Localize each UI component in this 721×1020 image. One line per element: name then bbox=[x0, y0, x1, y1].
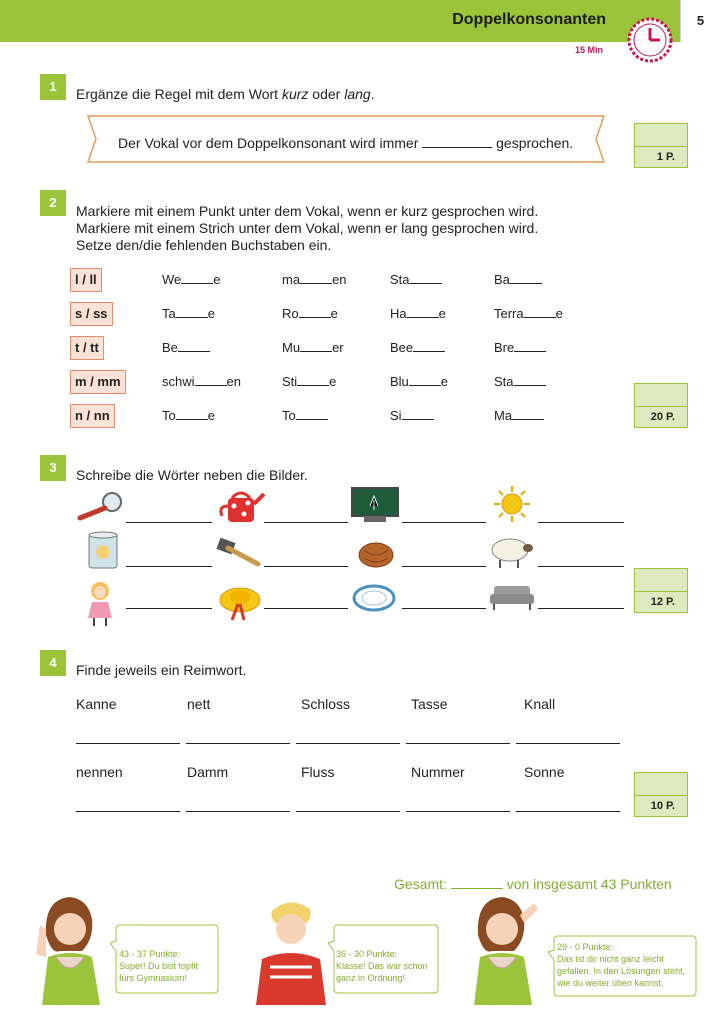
score-box-2 bbox=[634, 383, 688, 428]
word-fragment: We bbox=[162, 272, 182, 287]
feedback-middle bbox=[336, 948, 434, 984]
watering-can-icon bbox=[216, 486, 266, 526]
rhyme-word: Schloss bbox=[301, 696, 351, 712]
word-fragment: e bbox=[213, 272, 221, 287]
plate-icon bbox=[352, 584, 396, 612]
answer-line[interactable] bbox=[516, 811, 620, 812]
answer-line[interactable] bbox=[296, 811, 400, 812]
feedback-range: 36 - 30 Punkte: bbox=[336, 949, 398, 959]
letter-blank[interactable] bbox=[514, 341, 546, 352]
word-fragment: Sta bbox=[390, 272, 410, 287]
answer-line[interactable] bbox=[76, 743, 180, 744]
answer-line[interactable] bbox=[538, 566, 624, 567]
letter-blank[interactable] bbox=[297, 375, 329, 386]
gap-word bbox=[162, 306, 215, 321]
rule-sentence bbox=[118, 135, 573, 151]
word-fragment: Sta bbox=[494, 374, 514, 389]
nut-icon bbox=[356, 540, 396, 570]
feedback-range: 43 - 37 Punkte: bbox=[119, 949, 181, 959]
gap-word bbox=[390, 306, 446, 321]
instr-line: Markiere mit einem Punkt unter dem Vokal, wenn er kurz gesprochen wird. bbox=[76, 203, 539, 219]
points-label: 20 P. bbox=[650, 411, 675, 423]
feedback-text: Das ist dir nicht ganz leicht gefallen. In den Lösungen steht, wie du weiter üben kannst. bbox=[557, 954, 686, 988]
feedback-text: Super! Du bist topfit fürs Gymnasium! bbox=[119, 961, 199, 983]
answer-line[interactable] bbox=[516, 743, 620, 744]
letter-blank[interactable] bbox=[512, 409, 544, 420]
word-fragment: e bbox=[440, 374, 449, 389]
score-box-1 bbox=[634, 123, 688, 168]
instr-lang: lang bbox=[344, 86, 371, 102]
word-fragment: e bbox=[330, 306, 338, 321]
instr-text: oder bbox=[308, 86, 345, 102]
sun-icon bbox=[492, 484, 532, 524]
gap-word bbox=[162, 340, 210, 355]
answer-line[interactable] bbox=[402, 608, 486, 609]
word-fragment: e bbox=[329, 374, 337, 389]
points-label: 12 P. bbox=[650, 596, 675, 608]
instr-line: Setze den/die fehlenden Buchstaben ein. bbox=[76, 237, 332, 253]
task-number-1: 1 bbox=[40, 74, 66, 100]
gap-word bbox=[494, 374, 546, 389]
word-fragment: Ro bbox=[282, 306, 299, 321]
rhyme-word: Fluss bbox=[301, 764, 335, 780]
score-entry[interactable] bbox=[635, 384, 687, 407]
rhyme-word: Knall bbox=[524, 696, 556, 712]
letter-blank[interactable] bbox=[402, 409, 434, 420]
sheep-icon bbox=[488, 534, 534, 570]
rhyme-word: Nummer bbox=[411, 764, 465, 780]
instr-line: Markiere mit einem Strich unter dem Vokal, wenn er lang gesprochen wird. bbox=[76, 220, 539, 236]
sofa-icon bbox=[488, 582, 536, 612]
consonant-tag: s / ss bbox=[70, 302, 113, 326]
letter-blank[interactable] bbox=[514, 375, 546, 386]
gap-word bbox=[162, 408, 215, 423]
gap-word bbox=[390, 374, 448, 389]
word-fragment: To bbox=[162, 408, 176, 423]
gap-word bbox=[494, 340, 546, 355]
consonant-tag: t / tt bbox=[70, 336, 104, 360]
word-fragment: e bbox=[438, 306, 446, 321]
answer-line[interactable] bbox=[402, 522, 486, 523]
total-label: Gesamt: bbox=[394, 876, 447, 892]
feedback-top bbox=[119, 948, 213, 984]
letter-blank[interactable] bbox=[178, 341, 210, 352]
feedback-text: Klasse! Das war schon ganz in Ordnung! bbox=[336, 961, 428, 983]
consonant-tag: n / nn bbox=[70, 404, 115, 428]
word-fragment: Ba bbox=[494, 272, 510, 287]
word-fragment: Be bbox=[162, 340, 178, 355]
task4-instruction: Finde jeweils ein Reimwort. bbox=[76, 662, 247, 678]
instr-text: Ergänze die Regel mit dem Wort bbox=[76, 86, 282, 102]
rhyme-word: nett bbox=[187, 696, 211, 712]
gap-word bbox=[162, 272, 221, 287]
gap-word bbox=[282, 340, 344, 355]
girl-thumbs-up-illustration bbox=[30, 895, 112, 1005]
word-fragment: To bbox=[282, 408, 296, 423]
answer-line[interactable] bbox=[126, 522, 212, 523]
word-fragment: e bbox=[207, 306, 215, 321]
word-fragment: en bbox=[226, 374, 241, 389]
word-fragment: Blu bbox=[390, 374, 409, 389]
feedback-range: 29 - 0 Punkte: bbox=[557, 942, 614, 952]
answer-line[interactable] bbox=[76, 811, 180, 812]
hammer-icon bbox=[214, 536, 262, 570]
rhyme-word: Sonne bbox=[524, 764, 565, 780]
letter-blank[interactable] bbox=[413, 341, 445, 352]
word-fragment: Mu bbox=[282, 340, 301, 355]
can-icon bbox=[86, 530, 120, 572]
consonant-tag: l / ll bbox=[70, 268, 102, 292]
score-box-3 bbox=[634, 568, 688, 613]
gap-word bbox=[282, 306, 338, 321]
rhyme-word: Tasse bbox=[411, 696, 448, 712]
magnifying-glass-icon bbox=[76, 490, 124, 522]
letter-blank[interactable] bbox=[407, 307, 439, 318]
instr-text: . bbox=[370, 86, 375, 102]
answer-line[interactable] bbox=[296, 743, 400, 744]
word-fragment: schwi bbox=[162, 374, 195, 389]
points-label: 1 P. bbox=[656, 151, 675, 163]
gap-word bbox=[390, 340, 445, 355]
letter-blank[interactable] bbox=[299, 307, 331, 318]
girl-thinking-illustration bbox=[462, 895, 546, 1005]
answer-line[interactable] bbox=[406, 743, 510, 744]
letter-blank[interactable] bbox=[176, 409, 208, 420]
word-fragment: Bre bbox=[494, 340, 515, 355]
consonant-tag: m / mm bbox=[70, 370, 126, 394]
letter-blank[interactable] bbox=[409, 375, 441, 386]
points-label: 10 P. bbox=[650, 800, 675, 812]
gap-word bbox=[494, 272, 542, 287]
letter-blank[interactable] bbox=[300, 341, 332, 352]
gap-word bbox=[282, 408, 328, 423]
word-fragment: Sti bbox=[282, 374, 298, 389]
answer-line[interactable] bbox=[538, 608, 624, 609]
score-entry[interactable] bbox=[635, 773, 687, 796]
rule-after: gesprochen. bbox=[492, 135, 574, 151]
rhyme-word: Damm bbox=[187, 764, 229, 780]
task-number-3: 3 bbox=[40, 455, 66, 481]
answer-line[interactable] bbox=[402, 566, 486, 567]
word-fragment: er bbox=[332, 340, 344, 355]
total-suffix: von insgesamt 43 Punkten bbox=[506, 876, 672, 892]
score-box-4 bbox=[634, 772, 688, 817]
answer-line[interactable] bbox=[126, 566, 212, 567]
task-number-4: 4 bbox=[40, 650, 66, 676]
gap-word bbox=[494, 306, 563, 321]
task3-instruction: Schreibe die Wörter neben die Bilder. bbox=[76, 467, 308, 483]
word-fragment: Terra bbox=[494, 306, 524, 321]
answer-line[interactable] bbox=[186, 743, 290, 744]
answer-line[interactable] bbox=[126, 608, 212, 609]
boy-illustration bbox=[250, 897, 332, 1005]
answer-line[interactable] bbox=[186, 811, 290, 812]
total-blank[interactable] bbox=[451, 878, 503, 889]
word-fragment: Ma bbox=[494, 408, 513, 423]
word-fragment: ma bbox=[282, 272, 301, 287]
chalkboard-icon bbox=[350, 486, 400, 524]
letter-blank[interactable] bbox=[510, 273, 542, 284]
gap-word bbox=[162, 374, 241, 389]
task2-instruction bbox=[76, 203, 538, 254]
total-score bbox=[394, 876, 672, 892]
answer-line[interactable] bbox=[538, 522, 624, 523]
letter-blank[interactable] bbox=[524, 307, 556, 318]
rhyme-word: Kanne bbox=[76, 696, 117, 712]
rule-before: Der Vokal vor dem Doppelkonsonant wird immer bbox=[118, 135, 423, 151]
gap-word bbox=[390, 272, 442, 287]
word-fragment: Si bbox=[390, 408, 402, 423]
letter-blank[interactable] bbox=[181, 273, 213, 284]
word-fragment: e bbox=[555, 306, 563, 321]
rhyme-word: nennen bbox=[76, 764, 123, 780]
feedback-bottom bbox=[557, 941, 695, 989]
answer-line[interactable] bbox=[264, 608, 348, 609]
word-fragment: Ha bbox=[390, 306, 407, 321]
rule-blank[interactable] bbox=[422, 135, 492, 148]
answer-line[interactable] bbox=[264, 566, 348, 567]
page-number: 5 bbox=[696, 13, 705, 28]
gap-word bbox=[494, 408, 544, 423]
letter-blank[interactable] bbox=[296, 409, 328, 420]
clock-icon bbox=[626, 16, 674, 64]
letter-blank[interactable] bbox=[195, 375, 227, 386]
word-fragment: en bbox=[332, 272, 347, 287]
answer-line[interactable] bbox=[406, 811, 510, 812]
answer-line[interactable] bbox=[264, 522, 348, 523]
word-fragment: Ta bbox=[162, 306, 176, 321]
gap-word bbox=[282, 272, 347, 287]
score-entry[interactable] bbox=[635, 124, 687, 147]
gap-word bbox=[282, 374, 336, 389]
letter-blank[interactable] bbox=[410, 273, 442, 284]
letter-blank[interactable] bbox=[300, 273, 332, 284]
word-fragment: e bbox=[207, 408, 215, 423]
page-title: Doppelkonsonanten bbox=[452, 11, 606, 28]
task1-instruction bbox=[76, 86, 375, 103]
doll-icon bbox=[82, 580, 118, 628]
sun-hat-icon bbox=[218, 582, 262, 622]
task-number-2: 2 bbox=[40, 190, 66, 216]
gap-word bbox=[390, 408, 434, 423]
instr-kurz: kurz bbox=[281, 86, 309, 102]
score-entry[interactable] bbox=[635, 569, 687, 592]
word-fragment: Bee bbox=[390, 340, 414, 355]
letter-blank[interactable] bbox=[176, 307, 208, 318]
time-label: 15 Min bbox=[575, 45, 604, 55]
